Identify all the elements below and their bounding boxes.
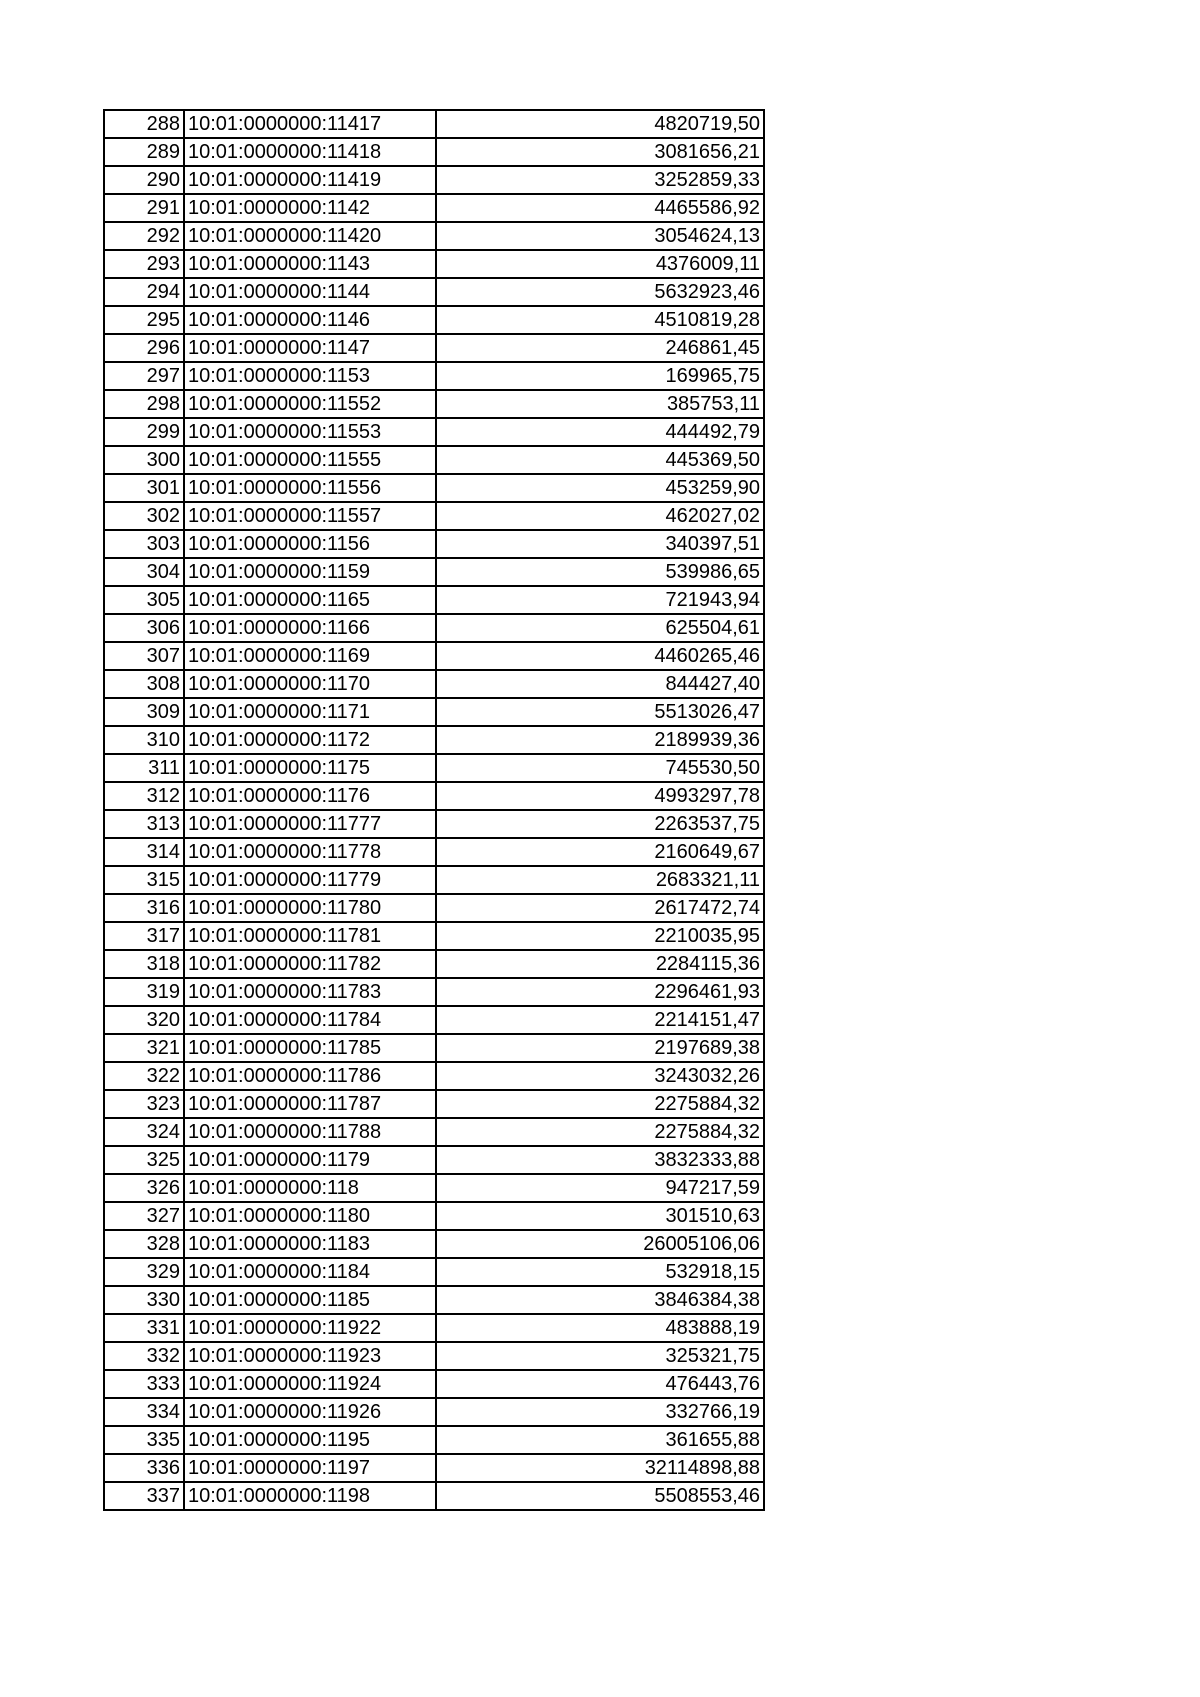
- data-table: [103, 109, 765, 1511]
- cadastral-number-cell: 10:01:0000000:11786: [184, 1062, 436, 1090]
- cadastral-number-cell: 10:01:0000000:1166: [184, 614, 436, 642]
- cadastral-number-cell: 10:01:0000000:11782: [184, 950, 436, 978]
- table-row: [104, 1118, 764, 1146]
- row-number-cell: 305: [104, 586, 184, 614]
- value-cell: 444492,79: [436, 418, 764, 446]
- table-row: [104, 698, 764, 726]
- value-cell: 26005106,06: [436, 1230, 764, 1258]
- value-cell: 2683321,11: [436, 866, 764, 894]
- row-number-cell: 332: [104, 1342, 184, 1370]
- cadastral-number-cell: 10:01:0000000:118: [184, 1174, 436, 1202]
- table-row: [104, 250, 764, 278]
- value-cell: 4376009,11: [436, 250, 764, 278]
- table-row: [104, 1062, 764, 1090]
- row-number-cell: 307: [104, 642, 184, 670]
- table-row: [104, 138, 764, 166]
- row-number-cell: 333: [104, 1370, 184, 1398]
- table-row: [104, 1090, 764, 1118]
- value-cell: 2189939,36: [436, 726, 764, 754]
- row-number-cell: 319: [104, 978, 184, 1006]
- table-row: [104, 502, 764, 530]
- cadastral-number-cell: 10:01:0000000:1198: [184, 1482, 436, 1510]
- table-row: [104, 866, 764, 894]
- row-number-cell: 329: [104, 1258, 184, 1286]
- table-row: [104, 1314, 764, 1342]
- table-row: [104, 1230, 764, 1258]
- cadastral-number-cell: 10:01:0000000:11420: [184, 222, 436, 250]
- table-row: [104, 754, 764, 782]
- value-cell: 3054624,13: [436, 222, 764, 250]
- cadastral-number-cell: 10:01:0000000:11777: [184, 810, 436, 838]
- value-cell: 2284115,36: [436, 950, 764, 978]
- table-row: [104, 558, 764, 586]
- row-number-cell: 298: [104, 390, 184, 418]
- cadastral-number-cell: 10:01:0000000:1156: [184, 530, 436, 558]
- cadastral-number-cell: 10:01:0000000:1179: [184, 1146, 436, 1174]
- value-cell: 169965,75: [436, 362, 764, 390]
- table-row: [104, 530, 764, 558]
- value-cell: 325321,75: [436, 1342, 764, 1370]
- cadastral-number-cell: 10:01:0000000:1175: [184, 754, 436, 782]
- value-cell: 332766,19: [436, 1398, 764, 1426]
- table-row: [104, 1342, 764, 1370]
- cadastral-number-cell: 10:01:0000000:11780: [184, 894, 436, 922]
- row-number-cell: 337: [104, 1482, 184, 1510]
- value-cell: 483888,19: [436, 1314, 764, 1342]
- cadastral-number-cell: 10:01:0000000:11779: [184, 866, 436, 894]
- table-row: [104, 894, 764, 922]
- value-cell: 5632923,46: [436, 278, 764, 306]
- cadastral-number-cell: 10:01:0000000:1143: [184, 250, 436, 278]
- row-number-cell: 312: [104, 782, 184, 810]
- cadastral-number-cell: 10:01:0000000:1159: [184, 558, 436, 586]
- table-body: [104, 110, 764, 1510]
- value-cell: 745530,50: [436, 754, 764, 782]
- table-row: [104, 474, 764, 502]
- value-cell: 361655,88: [436, 1426, 764, 1454]
- cadastral-number-cell: 10:01:0000000:11419: [184, 166, 436, 194]
- cadastral-number-cell: 10:01:0000000:11923: [184, 1342, 436, 1370]
- value-cell: 3252859,33: [436, 166, 764, 194]
- cadastral-number-cell: 10:01:0000000:11417: [184, 110, 436, 138]
- cadastral-number-cell: 10:01:0000000:11552: [184, 390, 436, 418]
- value-cell: 2160649,67: [436, 838, 764, 866]
- row-number-cell: 334: [104, 1398, 184, 1426]
- table-row: [104, 418, 764, 446]
- row-number-cell: 321: [104, 1034, 184, 1062]
- row-number-cell: 326: [104, 1174, 184, 1202]
- value-cell: 5513026,47: [436, 698, 764, 726]
- table-row: [104, 1286, 764, 1314]
- row-number-cell: 315: [104, 866, 184, 894]
- cadastral-number-cell: 10:01:0000000:11781: [184, 922, 436, 950]
- table-row: [104, 670, 764, 698]
- table-row: [104, 110, 764, 138]
- value-cell: 5508553,46: [436, 1482, 764, 1510]
- table-row: [104, 1034, 764, 1062]
- table-row: [104, 1398, 764, 1426]
- value-cell: 476443,76: [436, 1370, 764, 1398]
- cadastral-number-cell: 10:01:0000000:1165: [184, 586, 436, 614]
- row-number-cell: 309: [104, 698, 184, 726]
- row-number-cell: 290: [104, 166, 184, 194]
- value-cell: 2275884,32: [436, 1090, 764, 1118]
- cadastral-number-cell: 10:01:0000000:11784: [184, 1006, 436, 1034]
- value-cell: 625504,61: [436, 614, 764, 642]
- row-number-cell: 311: [104, 754, 184, 782]
- cadastral-number-cell: 10:01:0000000:1176: [184, 782, 436, 810]
- row-number-cell: 317: [104, 922, 184, 950]
- row-number-cell: 288: [104, 110, 184, 138]
- row-number-cell: 289: [104, 138, 184, 166]
- row-number-cell: 297: [104, 362, 184, 390]
- row-number-cell: 301: [104, 474, 184, 502]
- table-row: [104, 334, 764, 362]
- value-cell: 539986,65: [436, 558, 764, 586]
- cadastral-number-cell: 10:01:0000000:1146: [184, 306, 436, 334]
- row-number-cell: 323: [104, 1090, 184, 1118]
- value-cell: 4510819,28: [436, 306, 764, 334]
- cadastral-number-cell: 10:01:0000000:1153: [184, 362, 436, 390]
- cadastral-number-cell: 10:01:0000000:11787: [184, 1090, 436, 1118]
- row-number-cell: 322: [104, 1062, 184, 1090]
- table-row: [104, 810, 764, 838]
- row-number-cell: 325: [104, 1146, 184, 1174]
- value-cell: 2617472,74: [436, 894, 764, 922]
- table-row: [104, 782, 764, 810]
- cadastral-number-cell: 10:01:0000000:11788: [184, 1118, 436, 1146]
- row-number-cell: 310: [104, 726, 184, 754]
- value-cell: 462027,02: [436, 502, 764, 530]
- cadastral-number-cell: 10:01:0000000:11783: [184, 978, 436, 1006]
- value-cell: 4993297,78: [436, 782, 764, 810]
- row-number-cell: 336: [104, 1454, 184, 1482]
- value-cell: 4460265,46: [436, 642, 764, 670]
- cadastral-number-cell: 10:01:0000000:1197: [184, 1454, 436, 1482]
- row-number-cell: 302: [104, 502, 184, 530]
- value-cell: 947217,59: [436, 1174, 764, 1202]
- row-number-cell: 296: [104, 334, 184, 362]
- value-cell: 3846384,38: [436, 1286, 764, 1314]
- table-row: [104, 390, 764, 418]
- row-number-cell: 331: [104, 1314, 184, 1342]
- cadastral-number-cell: 10:01:0000000:1142: [184, 194, 436, 222]
- cadastral-number-cell: 10:01:0000000:11785: [184, 1034, 436, 1062]
- cadastral-number-cell: 10:01:0000000:11555: [184, 446, 436, 474]
- row-number-cell: 330: [104, 1286, 184, 1314]
- row-number-cell: 300: [104, 446, 184, 474]
- value-cell: 385753,11: [436, 390, 764, 418]
- row-number-cell: 324: [104, 1118, 184, 1146]
- table-row: [104, 1482, 764, 1510]
- cadastral-number-cell: 10:01:0000000:11418: [184, 138, 436, 166]
- row-number-cell: 292: [104, 222, 184, 250]
- table-row: [104, 950, 764, 978]
- table-row: [104, 1370, 764, 1398]
- value-cell: 4465586,92: [436, 194, 764, 222]
- value-cell: 844427,40: [436, 670, 764, 698]
- value-cell: 532918,15: [436, 1258, 764, 1286]
- cadastral-number-cell: 10:01:0000000:1183: [184, 1230, 436, 1258]
- table-row: [104, 1454, 764, 1482]
- row-number-cell: 304: [104, 558, 184, 586]
- value-cell: 3243032,26: [436, 1062, 764, 1090]
- value-cell: 2210035,95: [436, 922, 764, 950]
- value-cell: 2197689,38: [436, 1034, 764, 1062]
- table-row: [104, 726, 764, 754]
- value-cell: 721943,94: [436, 586, 764, 614]
- table-row: [104, 306, 764, 334]
- row-number-cell: 303: [104, 530, 184, 558]
- cadastral-number-cell: 10:01:0000000:11922: [184, 1314, 436, 1342]
- row-number-cell: 318: [104, 950, 184, 978]
- table-row: [104, 362, 764, 390]
- table-row: [104, 838, 764, 866]
- value-cell: 2263537,75: [436, 810, 764, 838]
- value-cell: 3832333,88: [436, 1146, 764, 1174]
- table-row: [104, 278, 764, 306]
- row-number-cell: 316: [104, 894, 184, 922]
- cadastral-number-cell: 10:01:0000000:1195: [184, 1426, 436, 1454]
- row-number-cell: 293: [104, 250, 184, 278]
- table-row: [104, 1202, 764, 1230]
- row-number-cell: 299: [104, 418, 184, 446]
- row-number-cell: 291: [104, 194, 184, 222]
- row-number-cell: 294: [104, 278, 184, 306]
- table-row: [104, 586, 764, 614]
- value-cell: 340397,51: [436, 530, 764, 558]
- table-row: [104, 446, 764, 474]
- cadastral-number-cell: 10:01:0000000:1171: [184, 698, 436, 726]
- cadastral-number-cell: 10:01:0000000:11926: [184, 1398, 436, 1426]
- value-cell: 2296461,93: [436, 978, 764, 1006]
- row-number-cell: 306: [104, 614, 184, 642]
- cadastral-number-cell: 10:01:0000000:1185: [184, 1286, 436, 1314]
- row-number-cell: 314: [104, 838, 184, 866]
- row-number-cell: 328: [104, 1230, 184, 1258]
- row-number-cell: 295: [104, 306, 184, 334]
- table-row: [104, 1426, 764, 1454]
- table-row: [104, 194, 764, 222]
- row-number-cell: 308: [104, 670, 184, 698]
- row-number-cell: 327: [104, 1202, 184, 1230]
- cadastral-number-cell: 10:01:0000000:11778: [184, 838, 436, 866]
- table-row: [104, 1174, 764, 1202]
- table-row: [104, 1146, 764, 1174]
- cadastral-number-cell: 10:01:0000000:1184: [184, 1258, 436, 1286]
- value-cell: 301510,63: [436, 1202, 764, 1230]
- cadastral-number-cell: 10:01:0000000:1170: [184, 670, 436, 698]
- table-row: [104, 1006, 764, 1034]
- cadastral-number-cell: 10:01:0000000:1147: [184, 334, 436, 362]
- value-cell: 3081656,21: [436, 138, 764, 166]
- table-row: [104, 166, 764, 194]
- cadastral-number-cell: 10:01:0000000:11553: [184, 418, 436, 446]
- table-row: [104, 222, 764, 250]
- table-row: [104, 978, 764, 1006]
- cadastral-number-cell: 10:01:0000000:11556: [184, 474, 436, 502]
- value-cell: 2275884,32: [436, 1118, 764, 1146]
- row-number-cell: 335: [104, 1426, 184, 1454]
- table-row: [104, 1258, 764, 1286]
- row-number-cell: 313: [104, 810, 184, 838]
- cadastral-number-cell: 10:01:0000000:1180: [184, 1202, 436, 1230]
- table-row: [104, 614, 764, 642]
- value-cell: 2214151,47: [436, 1006, 764, 1034]
- value-cell: 445369,50: [436, 446, 764, 474]
- cadastral-number-cell: 10:01:0000000:11557: [184, 502, 436, 530]
- value-cell: 453259,90: [436, 474, 764, 502]
- cadastral-number-cell: 10:01:0000000:1144: [184, 278, 436, 306]
- row-number-cell: 320: [104, 1006, 184, 1034]
- cadastral-number-cell: 10:01:0000000:1169: [184, 642, 436, 670]
- cadastral-number-cell: 10:01:0000000:1172: [184, 726, 436, 754]
- table-row: [104, 642, 764, 670]
- cadastral-number-cell: 10:01:0000000:11924: [184, 1370, 436, 1398]
- value-cell: 246861,45: [436, 334, 764, 362]
- value-cell: 32114898,88: [436, 1454, 764, 1482]
- table-row: [104, 922, 764, 950]
- value-cell: 4820719,50: [436, 110, 764, 138]
